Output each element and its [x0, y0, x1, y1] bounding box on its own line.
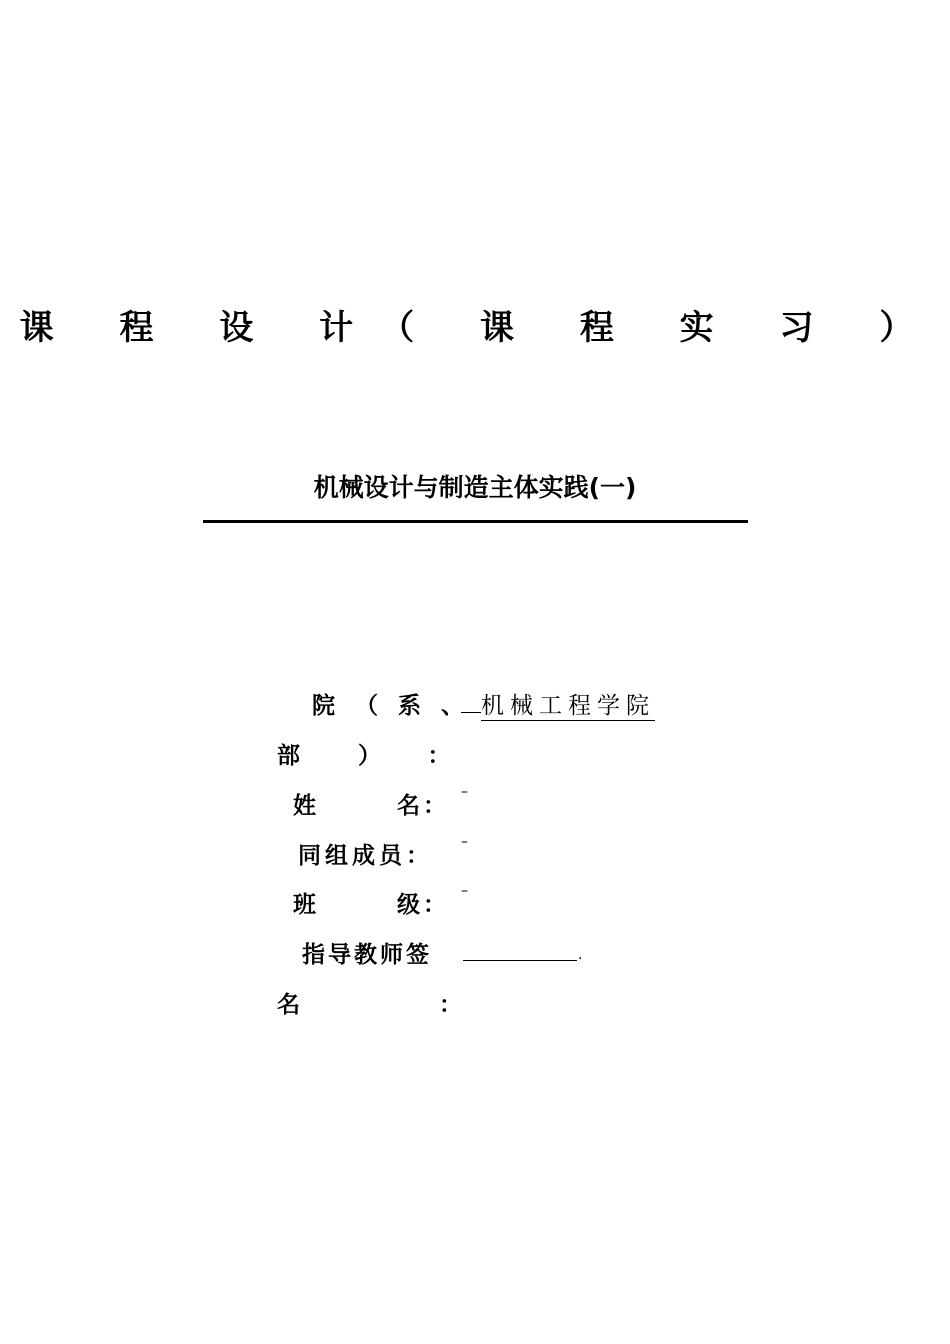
teacher-signature-label: 指导教师签: [302, 942, 432, 968]
course-subtitle: 机械设计与制造主体实践(一): [313, 473, 637, 502]
department-label: 院 （ 系 、: [312, 693, 471, 719]
teacher-signature-label-cont: 名 ：: [277, 992, 466, 1018]
department-value: [461, 687, 655, 720]
department-value-text: 机械工程学院: [481, 693, 655, 719]
name-label: 姓 名：: [293, 793, 449, 819]
name-value: –: [461, 784, 468, 800]
department-underline-lead: [461, 712, 481, 713]
page-title: 课 程 设 计（ 课 程 实 习 ）: [19, 308, 941, 348]
class-label: 班 级：: [293, 892, 449, 918]
teacher-signature-value: .: [578, 947, 583, 963]
title-divider: [203, 520, 748, 523]
class-value: –: [461, 883, 468, 899]
department-label-cont: 部 ） ：: [277, 743, 455, 769]
teacher-signature-line: [463, 960, 577, 961]
members-value: –: [461, 834, 468, 850]
members-label: 同组成员：: [298, 843, 433, 869]
